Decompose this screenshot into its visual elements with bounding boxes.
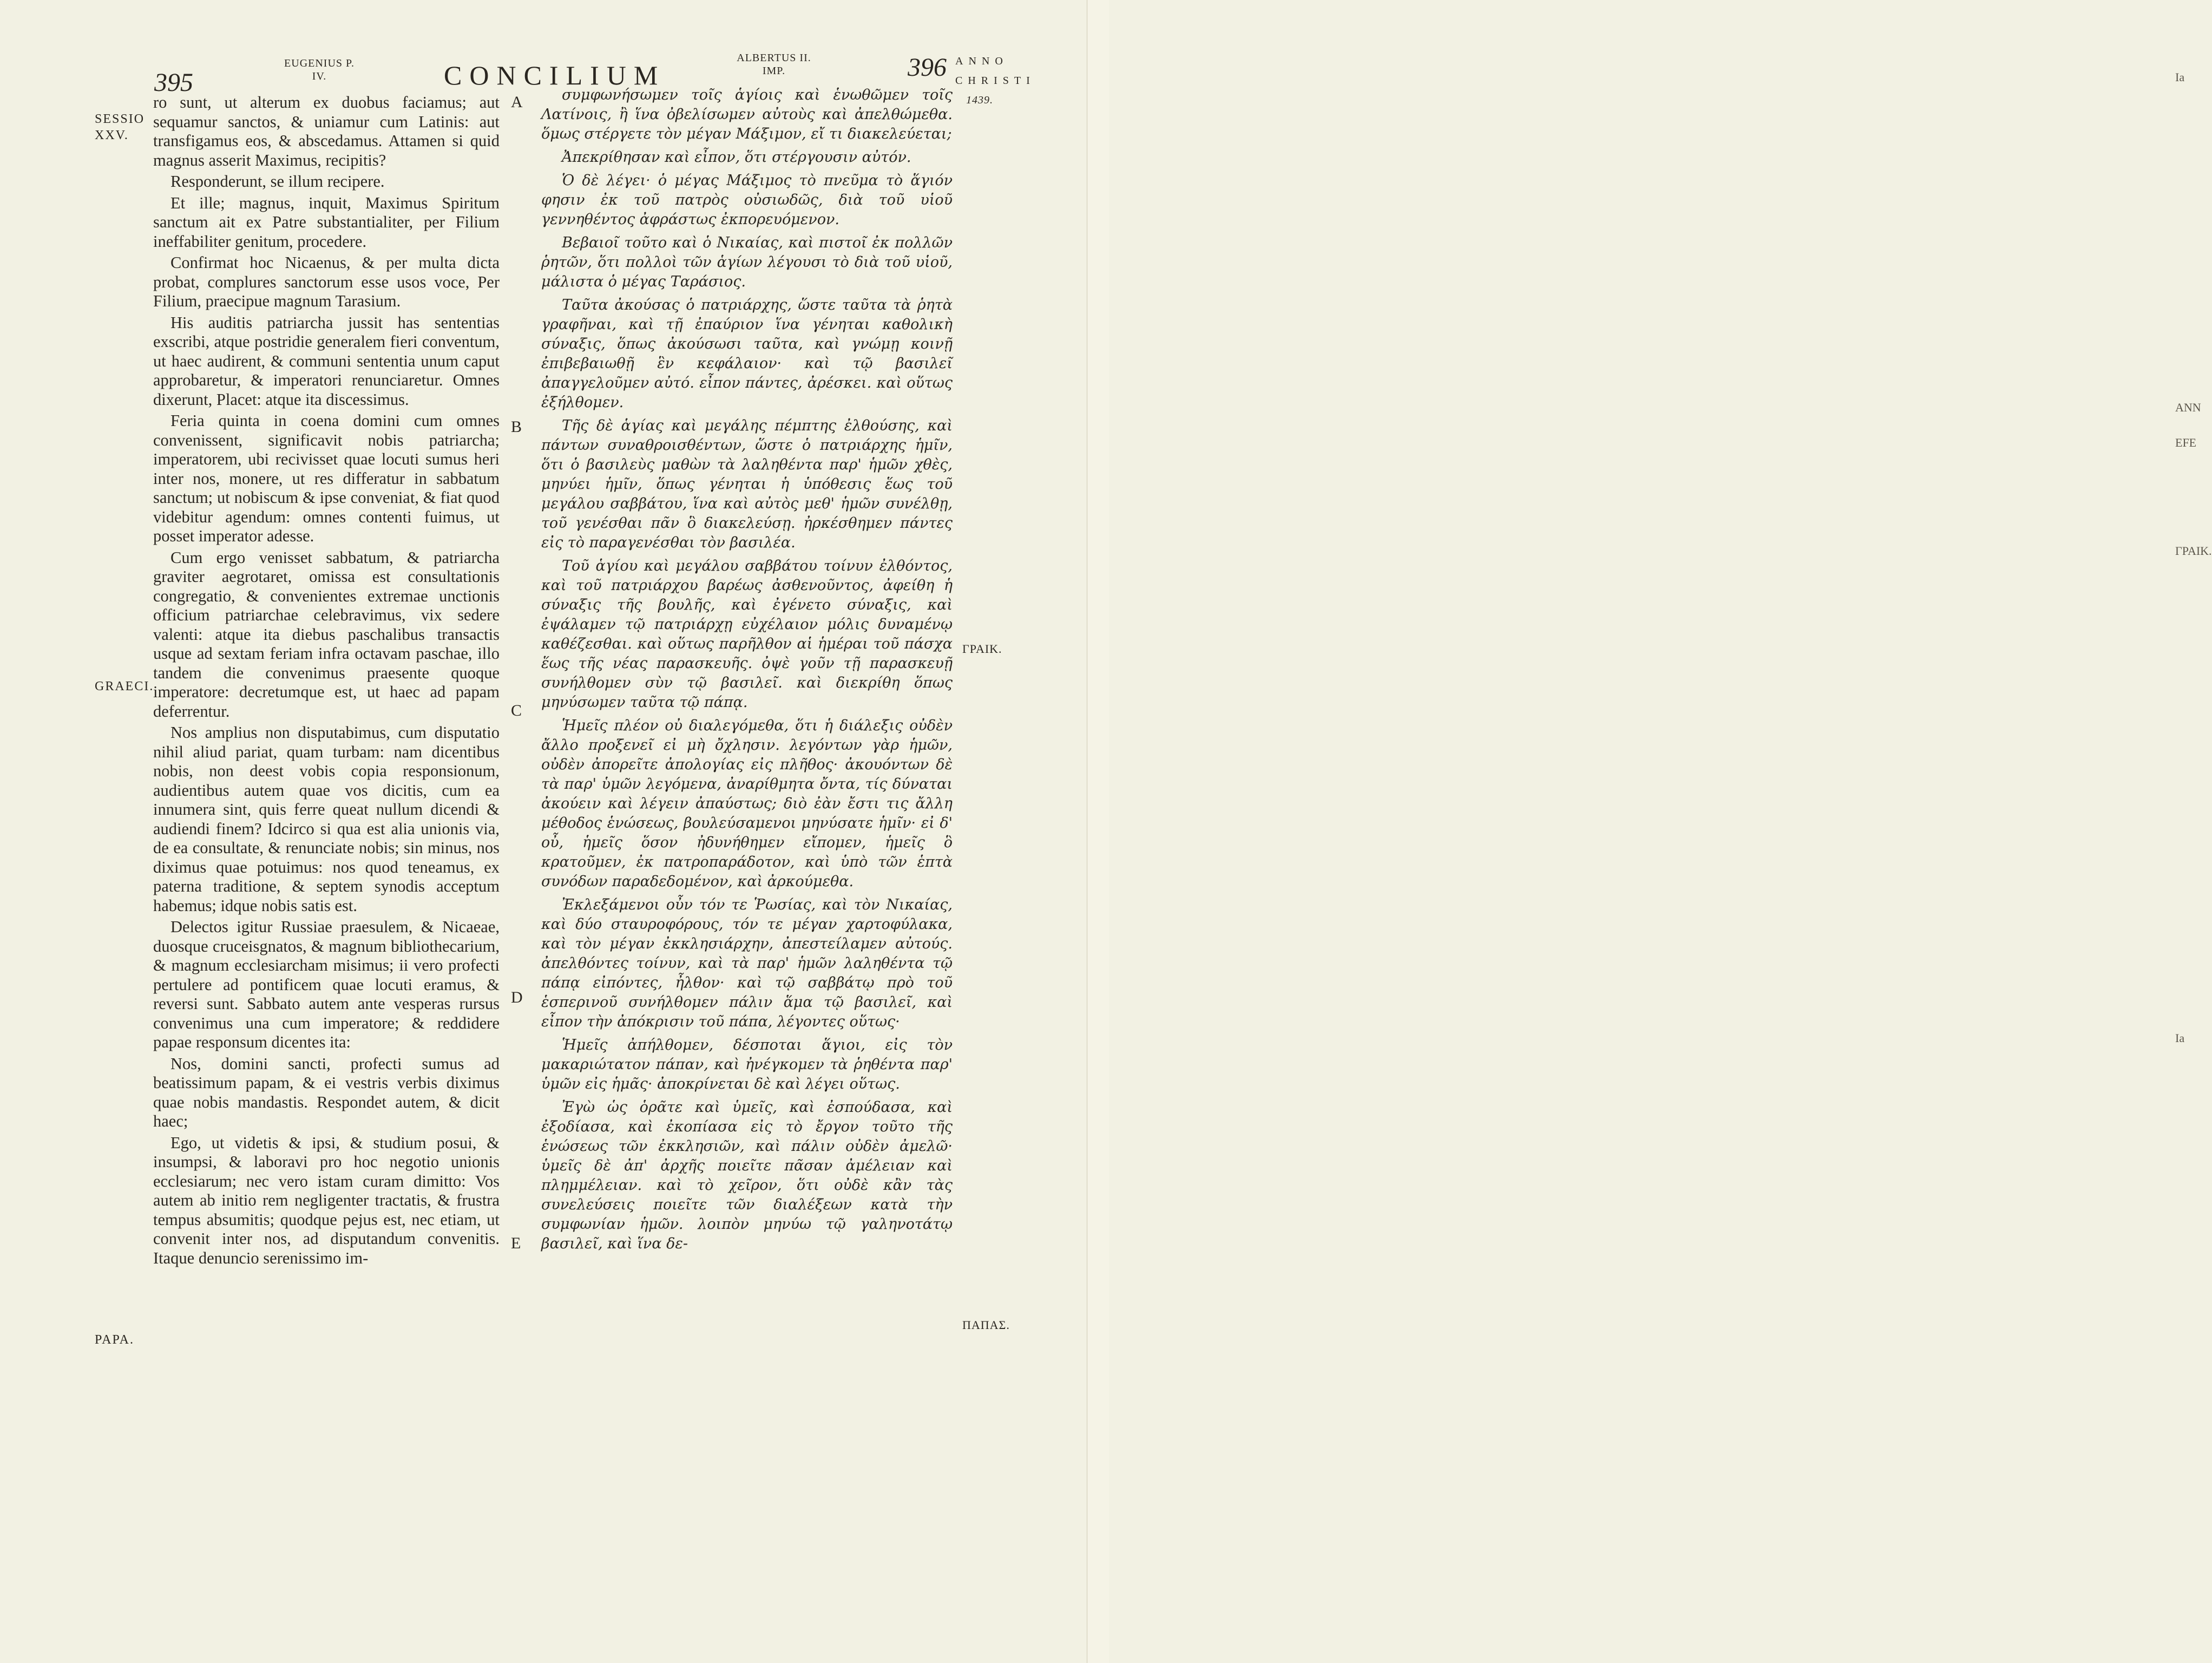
greek-paragraph: συμφωνήσωμεν τοῖς ἁγίοις καὶ ἑνωθῶμεν τοῖς Λατίνοις, ἢ ἵνα ὀβελίσωμεν αὐτοὺς καὶ ἀπελθώμεθα. ὅμως στέργετε τὸν μέγαν Μάξιμον, εἴ τι διακελεύεται; [541,87,953,142]
section-letter-b: B [511,418,522,436]
margin-sessio: SESSIO XXV. [95,112,145,142]
edge-fragment: ANN [2175,401,2201,414]
edge-fragment: Ia [2175,1031,2185,1045]
greek-paragraph: Ὁ δὲ λέγει· ὁ μέγας Μάξιμος τὸ πνεῦμα τὸ ἅγιόν φησιν ἐκ τοῦ πατρὸς οὐσιωδῶς, διὰ τοῦ υἱοῦ γεννηθέντος ἀφράστως ἐκπορευόμενον. [541,172,953,228]
edge-fragment: ΓΡΑΙΚ. [2175,544,2212,558]
margin-graeci: GRAECI. [95,679,154,693]
year-marker [955,51,1035,110]
latin-paragraph: Nos, domini sancti, profecti sumus ad beatissimum papam, & ei vestris verbis diximus quae nobis mandastis. Respondet autem, & dicit haec; [153,1054,500,1130]
greek-paragraph: Ἐκλεξάμενοι οὖν τόν τε Ῥωσίας, καὶ τὸν Νικαίας, καὶ δύο σταυροφόρους, τόν τε μέγαν χαρτοφύλακα, καὶ τὸν μέγαν ἐκκλησιάρχην, ἀπεστείλαμεν αὐτούς. ἀπελθόντες τοίνυν, καὶ τὰ παρ' ἡμῶν λαληθέντα τῷ πάπᾳ εἰπόντες, ἦλθον· καὶ τῷ σαββάτῳ πρὸ τοῦ ἑσπερινοῦ συνήλθομεν πάλιν ἅμα τῷ βασιλεῖ, καὶ εἶπον τὴν ἀπόκρισιν τοῦ πάπα, λέγοντες οὕτως· [541,896,953,1030]
latin-paragraph: Ego, ut videtis & ipsi, & studium posui, & insumpsi, & laboravi pro hoc negotio unionis ecclesiarum; nec vero istam curam dimitto: Vos autem ab initio rem negligenter tractatis, & frustra tempus absumitis; quodque pejus est, nec etiam, ut convenit inter nos, ad disputandum convenitis. Itaque denuncio serenissimo im- [153,1133,500,1267]
greek-paragraph: Ἡμεῖς ἀπήλθομεν, δέσποται ἅγιοι, εἰς τὸν μακαριώτατον πάπαν, καὶ ἠνέγκομεν τὰ ῥηθέντα παρ' ὑμῶν εἰς ἡμᾶς· ἀποκρίνεται δὲ καὶ λέγει οὕτως. [541,1037,953,1092]
latin-paragraph: Feria quinta in coena domini cum omnes convenissent, significavit nobis patriarcha; imperatorem, ubi recivisset quae locuti sumus heri inter nos, monere, ut res differatur in sabbatum sanctum; ut nobiscum & ipse conveniat, & fiat quod videbitur agendum: omnes contenti fuimus, ut posset imperator adesse. [153,411,500,545]
latin-paragraph: Nos amplius non disputabimus, cum disputatio nihil aliud pariat, quam turbam: nam dicentibus nobis, non deest vobis copia responsionum, audientibus autem quae vos dicitis, cum ea innumera sint, quis ferre queat nullum dicendi & audiendi finem? Idcirco si qua est alia unionis via, de ea consultate, & renunciate nobis; sin minus, nos diximus quae potuimus: nos quod teneamus, ex paterna traditione, & septem synodis acceptum habemus; idque nobis satis est. [153,723,500,915]
latin-paragraph: Responderunt, se illum recipere. [170,172,385,191]
header-pope: EUGENIUS P. IV. [284,57,355,82]
section-letter-d: D [511,988,523,1006]
edge-fragment: Ia [2175,70,2185,84]
facing-page-edge [1087,0,2212,1663]
latin-paragraph: Delectos igitur Russiae praesulem, & Nicaeae, duosque cruceisgnatos, & magnum bibliothecarium, & magnum ecclesiarcham misimus; ii vero profecti pertulere ad pontificem quae locuti eramus, & reversi sunt. Sabbato autem ante vesperas rursus convenimus una cum imperatore; & reddidere papae responsum dicentes ita: [153,918,500,1051]
section-letter-c: C [511,702,522,719]
greek-paragraph: Τῆς δὲ ἁγίας καὶ μεγάλης πέμπτης ἐλθούσης, καὶ πάντων συναθροισθέντων, ὥστε ὁ πατριάρχης ἡμῖν, ὅτι ὁ βασιλεὺς μαθὼν τὰ λαληθέντα παρ' ἡμῶν χθὲς, μηνύει ἡμῖν, ὅπως γένηται ἡ ὑπόθεσις ἕως τοῦ μεγάλου σαββάτου, ἵνα καὶ αὐτὸς μεθ' ἡμῶν συνέλθῃ, τοῦ γενέσθαι πᾶν ὃ διακελεύσῃ. ἠρκέσθημεν πάντες εἰς τὸ παραγενέσθαι τὸν βασιλέα. [541,417,953,551]
greek-paragraph: Ἡμεῖς πλέον οὐ διαλεγόμεθα, ὅτι ἡ διάλεξις οὐδὲν ἄλλο προξενεῖ εἰ μὴ ὄχλησιν. λεγόντων γὰρ ἡμῶν, οὐδὲν ἀπορεῖτε ἀπολογίας εἰς πλῆθος· ἀκουόντων δὲ τὰ παρ' ὑμῶν λεγόμενα, ἀναρίθμητα ὄντα, τίς δύναται ἀκούειν καὶ λέγειν ἀπαύστως; διὸ ἐὰν ἔστι τις ἄλλη μέθοδος ἑνώσεως, βουλεύσαμενοι μηνύσατε ἡμῖν· εἰ δ' οὖ, ἡμεῖς ὅσον ἠδυνήθημεν εἴπομεν, ἡμεῖς ὃ κρατοῦμεν, ἐκ πατροπαράδοτον, καὶ ὑπὸ τῶν ἑπτὰ συνόδων παραδεδομένον, καὶ ἀρκούμεθα. [541,717,953,890]
latin-paragraph: ro sunt, ut alterum ex duobus faciamus; aut sequamur sanctos, & uniamur cum Latinis: aut transfigamus eos, & abscedamus. Attamen si quid magnus asserit Maximus, recipitis? [153,93,500,169]
greek-paragraph: Ἀπεκρίθησαν καὶ εἶπον, ὅτι στέργουσιν αὐτόν. [562,149,911,166]
page-number-right: 396 [908,53,947,82]
margin-papas: ΠΑΠΑΣ. [962,1318,1010,1332]
anno-label: ANNO CHRISTI [955,55,1035,87]
margin-papa: PAPA. [95,1333,134,1347]
margin-graik: ΓΡΑΙΚ. [962,642,1002,656]
page-number-left: 395 [154,68,193,97]
greek-paragraph: Ταῦτα ἀκούσας ὁ πατριάρχης, ὥστε ταῦτα τὰ ῥητὰ γραφῆναι, καὶ τῇ ἐπαύριον ἵνα γένηται καθολικὴ σύναξις, ὅπως ἀκούσωσι ταῦτα, καὶ γνώμῃ κοινῇ ἐπιβεβαιωθῇ ἓν κεφάλαιον· καὶ τῷ βασιλεῖ ἀπαγγελοῦμεν αὐτό. εἶπον πάντες, ἀρέσκει. καὶ οὕτως ἐξήλθομεν. [541,297,953,411]
greek-paragraph: Ἐγὼ ὡς ὁρᾶτε καὶ ὑμεῖς, καὶ ἐσπούδασα, καὶ ἐξοδίασα, καὶ ἐκοπίασα εἰς τὸ ἔργον τοῦτο τῆς ἑνώσεως τῶν ἐκκλησιῶν, καὶ πάλιν οὐδὲν ἀμελῶ· ὑμεῖς δὲ ἀπ' ἀρχῆς ποιεῖτε πᾶσαν ἀμέλειαν καὶ πλημμέλειαν. καὶ τὸ χεῖρον, ὅτι οὐδὲ κἂν τὰς συνελεύσεις ποιεῖτε τῶν διαλέξεων κατὰ τὴν συμφωνίαν ἡμῶν. λοιπὸν μηνύω τῷ γαληνοτάτῳ βασιλεῖ, καὶ ἵνα δε- [541,1099,953,1252]
header-emperor: ALBERTUS II. IMP. [737,52,811,77]
greek-paragraph: Βεβαιοῖ τοῦτο καὶ ὁ Νικαίας, καὶ πιστοῖ ἐκ πολλῶν ῥητῶν, ὅτι πολλοὶ τῶν ἁγίων λέγουσι τὸ διὰ τοῦ υἱοῦ, μάλιστα ὁ μέγας Ταράσιος. [541,234,953,290]
latin-paragraph: Confirmat hoc Nicaenus, & per multa dicta probat, complures sanctorum esse usos voce, Per Filium, praecipue magnum Tarasium. [153,253,500,310]
latin-paragraph: His auditis patriarcha jussit has sententias exscribi, atque postridie generalem fieri conventum, ut haec audirent, & communi sententia unum caput approbaretur, & imperatori renunciaretur. Omnes dixerunt, Placet: atque ita discessimus. [153,313,500,409]
section-letter-a: A [511,93,523,111]
section-letter-e: E [511,1234,521,1252]
latin-paragraph: Cum ergo venisset sabbatum, & patriarcha graviter aegrotaret, omissa est consultationis congregatio, & convenientes extremae unctionis officium patriarchae celebravimus, vix sedere valenti: atque ita diebus paschalibus transactis usque ad sextam feriam infra octavam paschae, illo tandem die convenimus praesente quoque imperatore: decretumque est, ut haec ad papam deferrentur. [153,548,500,721]
latin-column [153,93,500,1270]
greek-paragraph: Τοῦ ἁγίου καὶ μεγάλου σαββάτου τοίνυν ἐλθόντος, καὶ τοῦ πατριάρχου βαρέως ἀσθενοῦντος, ἀφείθη ἡ σύναξις τῆς βουλῆς, καὶ ἐγένετο σύναξις, καὶ ἐψάλαμεν τῷ πατριάρχῃ εὐχέλαιον μόλις δυναμένῳ καθέζεσθαι. καὶ οὕτως παρῆλθον αἱ ἡμέραι τοῦ πάσχα ἕως τῆς νέας παρασκευῆς. ὀψὲ γοῦν τῇ παρασκευῇ συνήλθομεν σὺν τῷ βασιλεῖ. καὶ διεκρίθη ὅπως μηνύσωμεν ταῦτα τῷ πάπᾳ. [541,558,953,711]
latin-paragraph: Et ille; magnus, inquit, Maximus Spiritum sanctum ait ex Patre substantialiter, per Filium ineffabiliter genitum, procedere. [153,193,500,251]
year-label: 1439. [966,94,993,106]
greek-column [541,86,953,1258]
edge-fragment: EFE [2175,436,2197,449]
page-title: CONCILIUM [444,60,666,90]
